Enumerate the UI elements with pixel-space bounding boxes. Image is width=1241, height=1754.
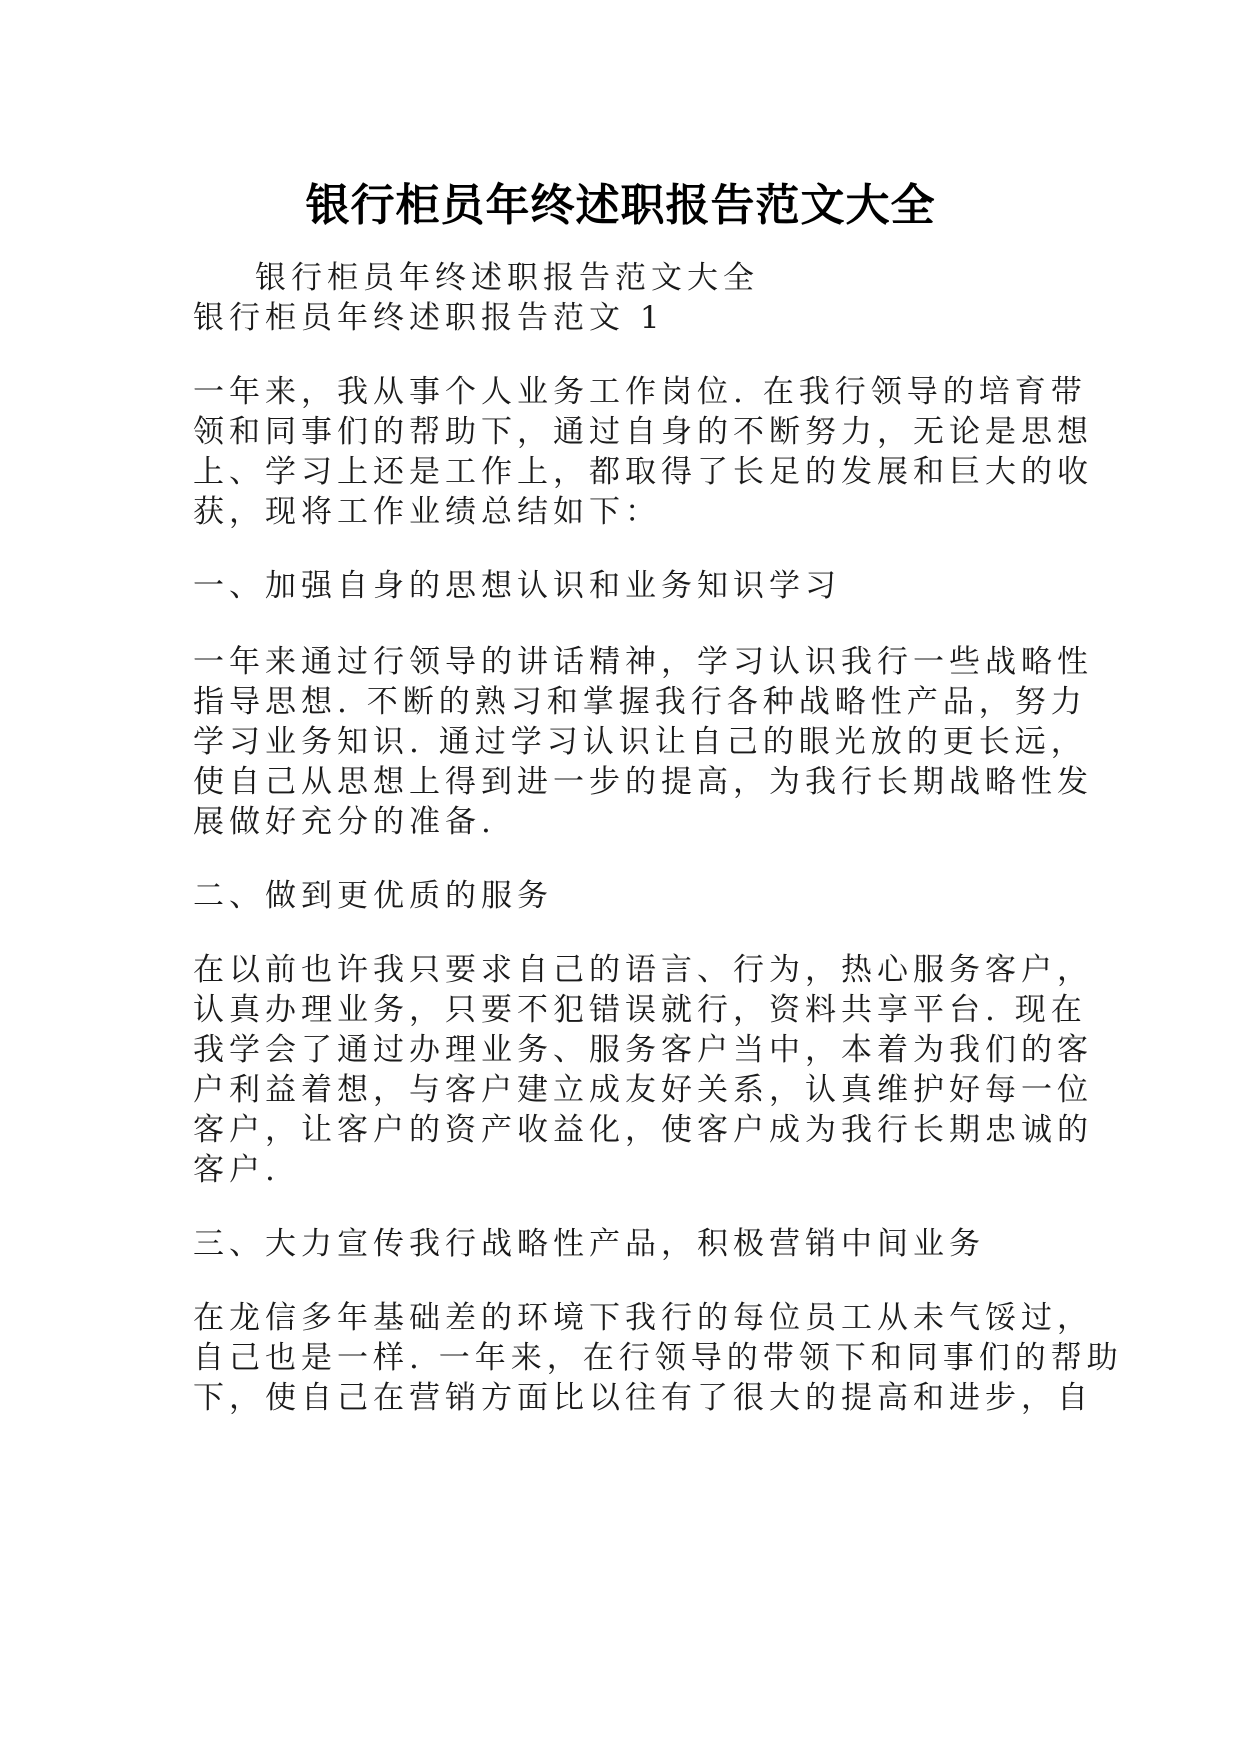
paragraph-2-line: 使自己从思想上得到进一步的提高，为我行长期战略性发 [193, 764, 1093, 800]
paragraph-1-line: 领和同事们的帮助下，通过自身的不断努力，无论是思想 [193, 414, 1093, 450]
paragraph-4-line: 下，使自己在营销方面比以往有了很大的提高和进步，自 [193, 1380, 1093, 1416]
paragraph-1-line: 一年来，我从事个人业务工作岗位. 在我行领导的培育带 [193, 374, 1087, 410]
paragraph-1-line: 上、学习上还是工作上，都取得了长足的发展和巨大的收 [193, 454, 1093, 490]
paragraph-4-line: 自己也是一样. 一年来，在行领导的带领下和同事们的帮助 [193, 1340, 1123, 1376]
document-title: 银行柜员年终述职报告范文大全 [305, 180, 936, 231]
subtitle: 银行柜员年终述职报告范文大全 [255, 260, 759, 296]
paragraph-3-line: 客户. [193, 1152, 280, 1188]
heading-1: 一、加强自身的思想认识和业务知识学习 [193, 568, 841, 604]
paragraph-3-line: 我学会了通过办理业务、服务客户当中，本着为我们的客 [193, 1032, 1093, 1068]
paragraph-3-line: 客户，让客户的资产收益化，使客户成为我行长期忠诚的 [193, 1112, 1093, 1148]
heading-2: 二、做到更优质的服务 [193, 878, 553, 914]
paragraph-2-line: 展做好充分的准备. [193, 804, 496, 840]
paragraph-3-line: 在以前也许我只要求自己的语言、行为，热心服务客户， [193, 952, 1093, 988]
paragraph-4-line: 在龙信多年基础差的环境下我行的每位员工从未气馁过， [193, 1300, 1093, 1336]
paragraph-3-line: 户利益着想，与客户建立成友好关系，认真维护好每一位 [193, 1072, 1093, 1108]
paragraph-2-line: 学习业务知识. 通过学习认识让自己的眼光放的更长远， [193, 724, 1087, 760]
paragraph-3-line: 认真办理业务，只要不犯错误就行，资料共享平台. 现在 [193, 992, 1087, 1028]
heading-3: 三、大力宣传我行战略性产品，积极营销中间业务 [193, 1226, 985, 1262]
paragraph-1-line: 获，现将工作业绩总结如下： [193, 494, 661, 530]
section-heading: 银行柜员年终述职报告范文 1 [193, 300, 665, 336]
paragraph-2-line: 指导思想. 不断的熟习和掌握我行各种战略性产品，努力 [193, 684, 1087, 720]
paragraph-2-line: 一年来通过行领导的讲话精神，学习认识我行一些战略性 [193, 644, 1093, 680]
